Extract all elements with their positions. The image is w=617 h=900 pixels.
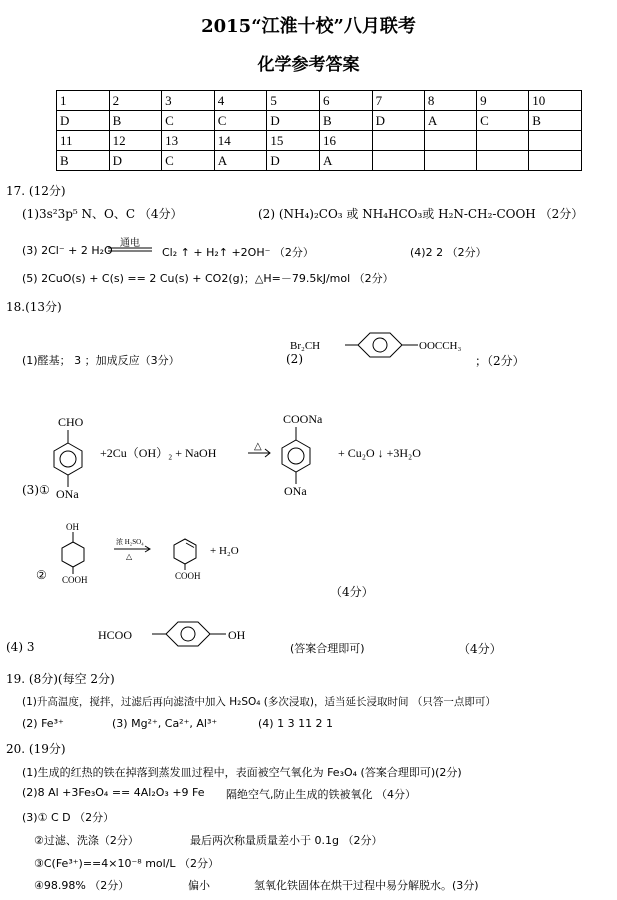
q18-heading: 18.(13分): [6, 300, 62, 314]
q18-4-right: OH: [228, 628, 246, 642]
cyclohexane-ring-q18-3: [62, 542, 84, 567]
q19-line2-b: (3) Mg²⁺, Ca²⁺, Al³⁺: [112, 717, 218, 730]
table-cell: 11: [57, 131, 110, 151]
table-cell: 5: [267, 91, 320, 111]
table-cell: 15: [267, 131, 320, 151]
table-cell: D: [267, 151, 320, 171]
q20-heading: 20. (19分): [6, 742, 66, 756]
q18-3a-product-top: COONa: [283, 412, 323, 426]
q20-line2-a: (2)8 Al +3Fe₃O₄ == 4Al₂O₃ +9 Fe: [22, 786, 205, 799]
table-cell: 12: [109, 131, 162, 151]
table-cell: 8: [424, 91, 476, 111]
table-cell: 3: [162, 91, 215, 111]
table-cell: B: [529, 111, 582, 131]
q18-4-left: HCOO: [98, 628, 133, 642]
q19-line1: (1)升高温度，搅拌，过滤后再向滤渣中加入 H₂SO₄ (多次浸取)，适当延长浸取时间 （只答一点即可）: [22, 696, 496, 708]
q18-3a-condition: △: [254, 441, 262, 452]
q18-3a-reagents: +2Cu（OH）₂ + NaOH: [100, 446, 217, 460]
table-cell: D: [57, 111, 110, 131]
q18-part4-label: (4) 3: [6, 640, 35, 654]
q17-line1-b: (2) (NH₄)₂CO₃ 或 NH₄HCO₃或 H₂N-CH₂-COOH （2分）: [258, 207, 584, 221]
q18-3a-reactant-bottom: ONa: [56, 487, 79, 501]
table-cell: C: [477, 111, 529, 131]
table-cell: 16: [320, 131, 373, 151]
q18-3b-condition-top: 浓 H₂SO₄: [116, 538, 144, 546]
q20-line4-b: 最后两次称量质量差小于 0.1g （2分）: [190, 834, 383, 847]
q19-line2-c: (4) 1 3 11 2 1: [258, 717, 334, 730]
q20-line3: (3)① C D （2分）: [22, 811, 115, 824]
q20-line6-a: ④98.98% （2分）: [34, 879, 130, 892]
table-cell: A: [214, 151, 267, 171]
table-cell: 13: [162, 131, 215, 151]
table-cell: 1: [57, 91, 110, 111]
q18-2-group-right: OOCCH₃: [419, 340, 462, 352]
table-cell: 6: [320, 91, 373, 111]
benzene-ring-q18-3b: [282, 440, 310, 472]
q17-heading: 17. (12分): [6, 184, 66, 198]
q18-3a-byproducts: + Cu₂O ↓ +3H₂O: [338, 446, 421, 460]
q18-3b-reactant-bottom: COOH: [62, 575, 88, 585]
cyclohexene-ring-q18-3: [174, 539, 196, 564]
table-cell: 7: [372, 91, 424, 111]
q18-3a-reactant-top: CHO: [58, 415, 84, 429]
q20-line6-b: 偏小: [188, 879, 210, 892]
q17-line3-condition: 通电: [120, 238, 140, 249]
table-cell: B: [57, 151, 110, 171]
q18-part2-score: ；（2分）: [475, 354, 525, 368]
q19-heading: 19. (8分)(每空 2分): [6, 672, 115, 686]
q20-line2-b: 隔绝空气,防止生成的铁被氧化 （4分）: [226, 788, 416, 801]
table-cell: D: [267, 111, 320, 131]
page-title: 2015“江淮十校”八月联考: [201, 16, 416, 37]
q19-line2-a: (2) Fe³⁺: [22, 717, 64, 730]
table-cell: B: [320, 111, 373, 131]
table-cell: D: [372, 111, 424, 131]
table-cell: 4: [214, 91, 267, 111]
q17-line1-a: (1)3s²3p⁵ N、O、C （4分）: [22, 207, 183, 221]
q20-line4-a: ②过滤、洗涤（2分）: [34, 834, 139, 847]
table-cell: 10: [529, 91, 582, 111]
q18-3b-water: + H₂O: [210, 545, 239, 557]
table-cell: 9: [477, 91, 529, 111]
q18-part3b-label: ②: [36, 568, 47, 582]
q18-3b-condition-bottom: △: [126, 552, 133, 561]
table-cell: C: [162, 111, 215, 131]
table-cell: A: [424, 111, 476, 131]
q18-part4-note: (答案合理即可): [290, 642, 365, 655]
table-cell: 2: [109, 91, 162, 111]
q18-3a-product-bottom: ONa: [284, 484, 307, 498]
q20-line5: ③C(Fe³⁺)==4×10⁻⁸ mol/L （2分）: [34, 857, 220, 870]
q18-2-group-left: Br₂CH: [290, 340, 321, 352]
q18-part4-score: （4分）: [458, 642, 502, 656]
table-cell: A: [320, 151, 373, 171]
table-cell: C: [162, 151, 215, 171]
page-subtitle: 化学参考答案: [257, 55, 360, 75]
table-cell: D: [109, 151, 162, 171]
q18-part2-label: (2): [286, 352, 303, 366]
table-cell: C: [214, 111, 267, 131]
q17-line4: (4)2 2 （2分）: [410, 246, 487, 259]
q17-line3-right: Cl₂ ↑ + H₂↑ +2OH⁻ （2分）: [162, 246, 314, 259]
q20-line6-c: 氢氧化铁固体在烘干过程中易分解脱水。(3分): [254, 879, 479, 892]
q17-line5: (5) 2CuO(s) + C(s) == 2 Cu(s) + CO2(g)；△H=－79.5kJ/mol （2分）: [22, 272, 394, 285]
q18-part1: (1)醛基； 3 ；加成反应（3分）: [22, 354, 180, 367]
q18-part3-label: (3)①: [22, 483, 50, 497]
q18-3b-product-bottom: COOH: [175, 571, 201, 581]
q17-line3-left: (3) 2Cl⁻ + 2 H₂O: [22, 244, 113, 257]
q18-3b-reactant-top: OH: [66, 522, 79, 532]
table-cell: 14: [214, 131, 267, 151]
q20-line1: (1)生成的红热的铁在掉落到蒸发皿过程中，表面被空气氧化为 Fe₃O₄ (答案合理即可)(2分): [22, 766, 462, 779]
table-cell: B: [109, 111, 162, 131]
q18-part3-score: （4分）: [330, 585, 374, 599]
benzene-ring-q18-3a: [54, 443, 82, 475]
benzene-ring-q18-4: [166, 622, 210, 646]
benzene-ring-q18-2: [358, 333, 402, 357]
